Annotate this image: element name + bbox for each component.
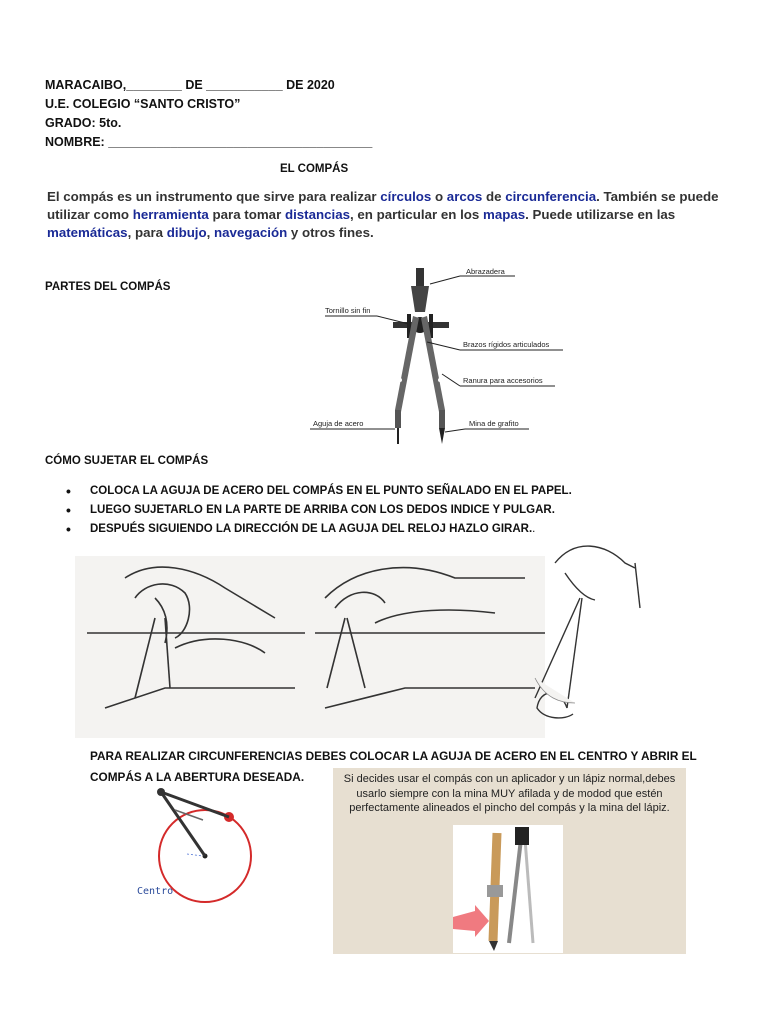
link-herramienta[interactable]: herramienta [132,207,209,222]
tip-text: Si decides usar el compás con un aplicador y un lápiz normal,debes usarlo siempre con la mina MUY afilada y de modod que estén perfectamente alineados el pincho del compás y la mina del lápiz. [343,773,676,814]
label-abrazadera: Abrazadera [466,267,505,276]
label-tornillo: Tornillo sin fin [325,306,371,315]
parts-heading: PARTES DEL COMPÁS [45,281,171,293]
lead-tip [439,428,445,444]
hold-steps-list [66,482,572,539]
link-distancias[interactable]: distancias [284,207,350,222]
link-arcos[interactable]: arcos [446,189,483,204]
compass-parts-diagram [305,262,575,452]
list-item: • DESPUÉS SIGUIENDO LA DIRECCIÓN DE LA AGUJA DEL RELOJ HAZLO GIRAR.. [66,520,572,539]
circle-compass-diagram [125,780,275,910]
compass-hinge-icon [157,788,165,796]
header-date-line: MARACAIBO,________ DE ___________ DE 2020 [45,78,335,92]
label-aguja: Aguja de acero [313,419,364,428]
link-dibujo[interactable]: dibujo [166,225,207,240]
list-item: • COLOCA LA AGUJA DE ACERO DEL COMPÁS EN EL PUNTO SEÑALADO EN EL PAPEL. [66,482,572,501]
list-item: • LUEGO SUJETARLO EN LA PARTE DE ARRIBA CON LOS DEDOS INDICE Y PULGAR. [66,501,572,520]
link-navegacion[interactable]: navegación [214,225,288,240]
link-mapas[interactable]: mapas [483,207,526,222]
label-brazos: Brazos rígidos articulados [463,340,550,349]
compass-handle-icon [416,268,424,286]
tip-box [333,768,686,954]
header-school: U.E. COLEGIO “SANTO CRISTO” [45,97,241,111]
link-matematicas[interactable]: matemáticas [47,225,128,240]
header-name-line: NOMBRE: ______________________________________ [45,135,373,149]
circle-instruction: PARA REALIZAR CIRCUNFERENCIAS DEBES COLOCAR LA AGUJA DE ACERO EN EL CENTRO Y ABRIR EL COMPÁS A LA ABERTURA DESEADA. [90,749,697,784]
link-circulos[interactable]: círculos [380,189,432,204]
label-mina: Mina de grafito [469,419,519,428]
hold-heading: CÓMO SUJETAR EL COMPÁS [45,455,209,467]
link-circunferencia[interactable]: circunferencia [505,189,597,204]
page-title: EL COMPÁS [280,163,349,175]
hand-holding-illustration [75,538,655,738]
label-ranura: Ranura para accesorios [463,376,543,385]
pencil-compass-photo [453,825,563,953]
intro-paragraph: El compás es un instrumento que sirve para realizar círculos o arcos de circunferencia. También se puede utilizar como herramienta para tomar distancias, en particular en los mapas. Puede utilizarse en las matemáticas, para dibujo, navegación y otros fines. [47,189,719,240]
header-grade: GRADO: 5to. [45,116,122,130]
centro-label: Centro [137,886,174,897]
